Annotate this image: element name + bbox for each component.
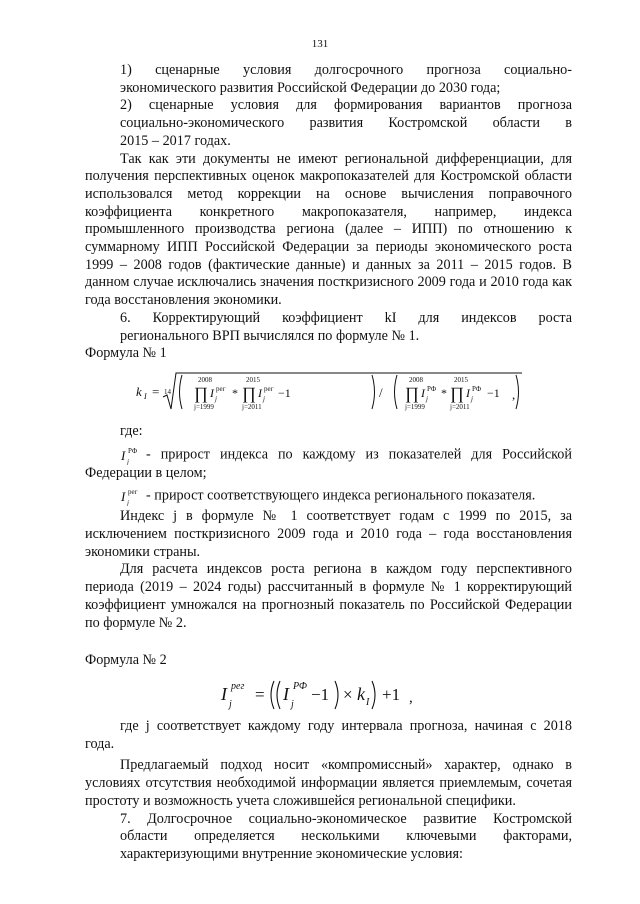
svg-text:I: I (465, 385, 470, 400)
svg-text:j: j (262, 394, 265, 403)
svg-text:j=2011: j=2011 (449, 402, 470, 411)
formula-1-sub-a: j=1999 (193, 402, 214, 411)
svg-text:j: j (228, 698, 232, 710)
body-text (85, 62, 572, 864)
svg-text:I: I (365, 696, 369, 708)
symbol-I-reg (120, 486, 142, 506)
svg-text:рег: рег (230, 680, 244, 692)
formula-1-label: Формула № 1 (85, 345, 167, 362)
svg-text:j: j (470, 394, 473, 403)
svg-text:∏: ∏ (449, 383, 464, 403)
paragraph-regional-correction: Так как эти документы не имеют региональной дифференциации, для получения перспективных оценок макропоказателей для Костромской области использовался метод коррекции на основе вычисления поправочного коэффициента конкретного макропоказателя, например, индекса промышленного производства региона (далее – ИПП) по отношению к суммарному ИПП Российской Федерации за периоды экономического роста 1999 – 2008 годов (фактические данные) и данных за 2011 – 2015 годов. В данном случае исключались значения посткризисного 2009 года и 2010 года как года восстановления экономики. (85, 150, 572, 309)
formula-1-sup-a: 2008 (197, 375, 212, 384)
svg-text:j=1999: j=1999 (404, 402, 425, 411)
svg-text:−1: −1 (310, 684, 329, 704)
svg-text:−1: −1 (486, 385, 500, 400)
svg-text:j: j (214, 394, 217, 403)
svg-text:j: j (425, 394, 428, 403)
formula-1-equals: = (151, 383, 159, 399)
svg-text:×: × (342, 684, 353, 704)
svg-text:*: * (231, 385, 238, 400)
svg-text:I: I (121, 447, 126, 463)
svg-text:I: I (282, 683, 289, 704)
page-number: 131 (311, 38, 329, 50)
svg-text:k: k (356, 683, 365, 704)
formula-2-expression (219, 676, 439, 712)
svg-text:I: I (121, 489, 126, 505)
definition-rf: I j РФ - прирост индекса по каждому из показателей для Российской Федерации в целом; (85, 445, 572, 481)
svg-text:j: j (290, 698, 294, 710)
svg-text:j=2011: j=2011 (241, 402, 262, 411)
svg-text:РФ: РФ (471, 384, 481, 393)
svg-text:−1: −1 (277, 385, 291, 400)
svg-text:j: j (127, 457, 129, 465)
svg-text:рег: рег (128, 488, 138, 497)
svg-text:,: , (408, 689, 413, 706)
list-item-2: 2) сценарные условия для формирования вариантов прогноза социально-экономического развития Костромской области в 2015 – 2017 годах. (120, 97, 572, 149)
svg-text:/: / (378, 384, 383, 400)
svg-text:РФ: РФ (426, 384, 436, 393)
list-item-1: 1) сценарные условия долгосрочного прогноза социально- экономического развития Российской Федерации до 2030 года; (120, 62, 572, 96)
formula-1-k: k (135, 383, 142, 399)
definition-reg: I j рег - прирост соответствующего индекса регионального показателя. (121, 487, 536, 507)
formula-1-root-index: 14 (163, 387, 171, 396)
formula-2-label: Формула № 2 (85, 652, 167, 669)
where-label: где: (120, 422, 143, 439)
formula-1-k-sub: I (143, 391, 147, 401)
svg-text:I: I (257, 385, 262, 400)
svg-text:2015: 2015 (453, 375, 468, 384)
paragraph-index-j: Индекс j в формуле № 1 соответствует годам с 1999 по 2015, за исключением посткризисного 2009 года и 2010 года – года восстановления экономики страны. (85, 508, 572, 560)
svg-text:рег: рег (263, 384, 273, 393)
svg-text:2015: 2015 (245, 375, 260, 384)
list-item-7: 7. Долгосрочное социально-экономическое развитие Костромской области определяется несколькими ключевыми факторами, характеризующими внутренние экономические условия: (120, 810, 572, 862)
svg-text:РФ: РФ (292, 680, 307, 692)
svg-text:∏: ∏ (404, 383, 419, 403)
svg-text:I: I (209, 385, 214, 400)
svg-text:j: j (127, 499, 129, 507)
list-item-6: 6. Корректирующий коэффициент kI для индексов роста регионального ВРП вычислялся по формуле № 1. (120, 309, 572, 344)
svg-text:РФ: РФ (128, 446, 138, 455)
symbol-I-rf (120, 445, 142, 465)
svg-text:рег: рег (215, 384, 225, 393)
svg-text:I: I (420, 385, 425, 400)
formula-2 (85, 676, 572, 712)
svg-text:2008: 2008 (408, 375, 423, 384)
paragraph-approach: Предлагаемый подход носит «компромиссный» характер, однако в условиях отсутствия необходимой информации является приемлемым, сочетая простоту и возможность учета сложившейся региональной специфики. (85, 757, 572, 809)
svg-text:*: * (440, 385, 447, 400)
svg-text:+1: +1 (381, 684, 400, 704)
svg-text:I: I (220, 683, 227, 704)
svg-text:=: = (254, 684, 265, 704)
formula-1-product-a: ∏ (193, 383, 208, 403)
svg-text:∏: ∏ (241, 383, 256, 403)
formula-1-expression (134, 369, 524, 415)
paragraph-where-j: где j соответствует каждому году интервала прогноза, начиная с 2018 года. (85, 717, 572, 752)
paragraph-calculation: Для расчета индексов роста региона в каждом году перспективного периода (2019 – 2024 годы) рассчитанный в формуле № 1 корректирующий коэффициент умножался на прогнозный показатель по Российской Федерации по формуле № 2. (85, 561, 572, 631)
svg-text:,: , (511, 386, 515, 402)
formula-1 (85, 369, 572, 415)
